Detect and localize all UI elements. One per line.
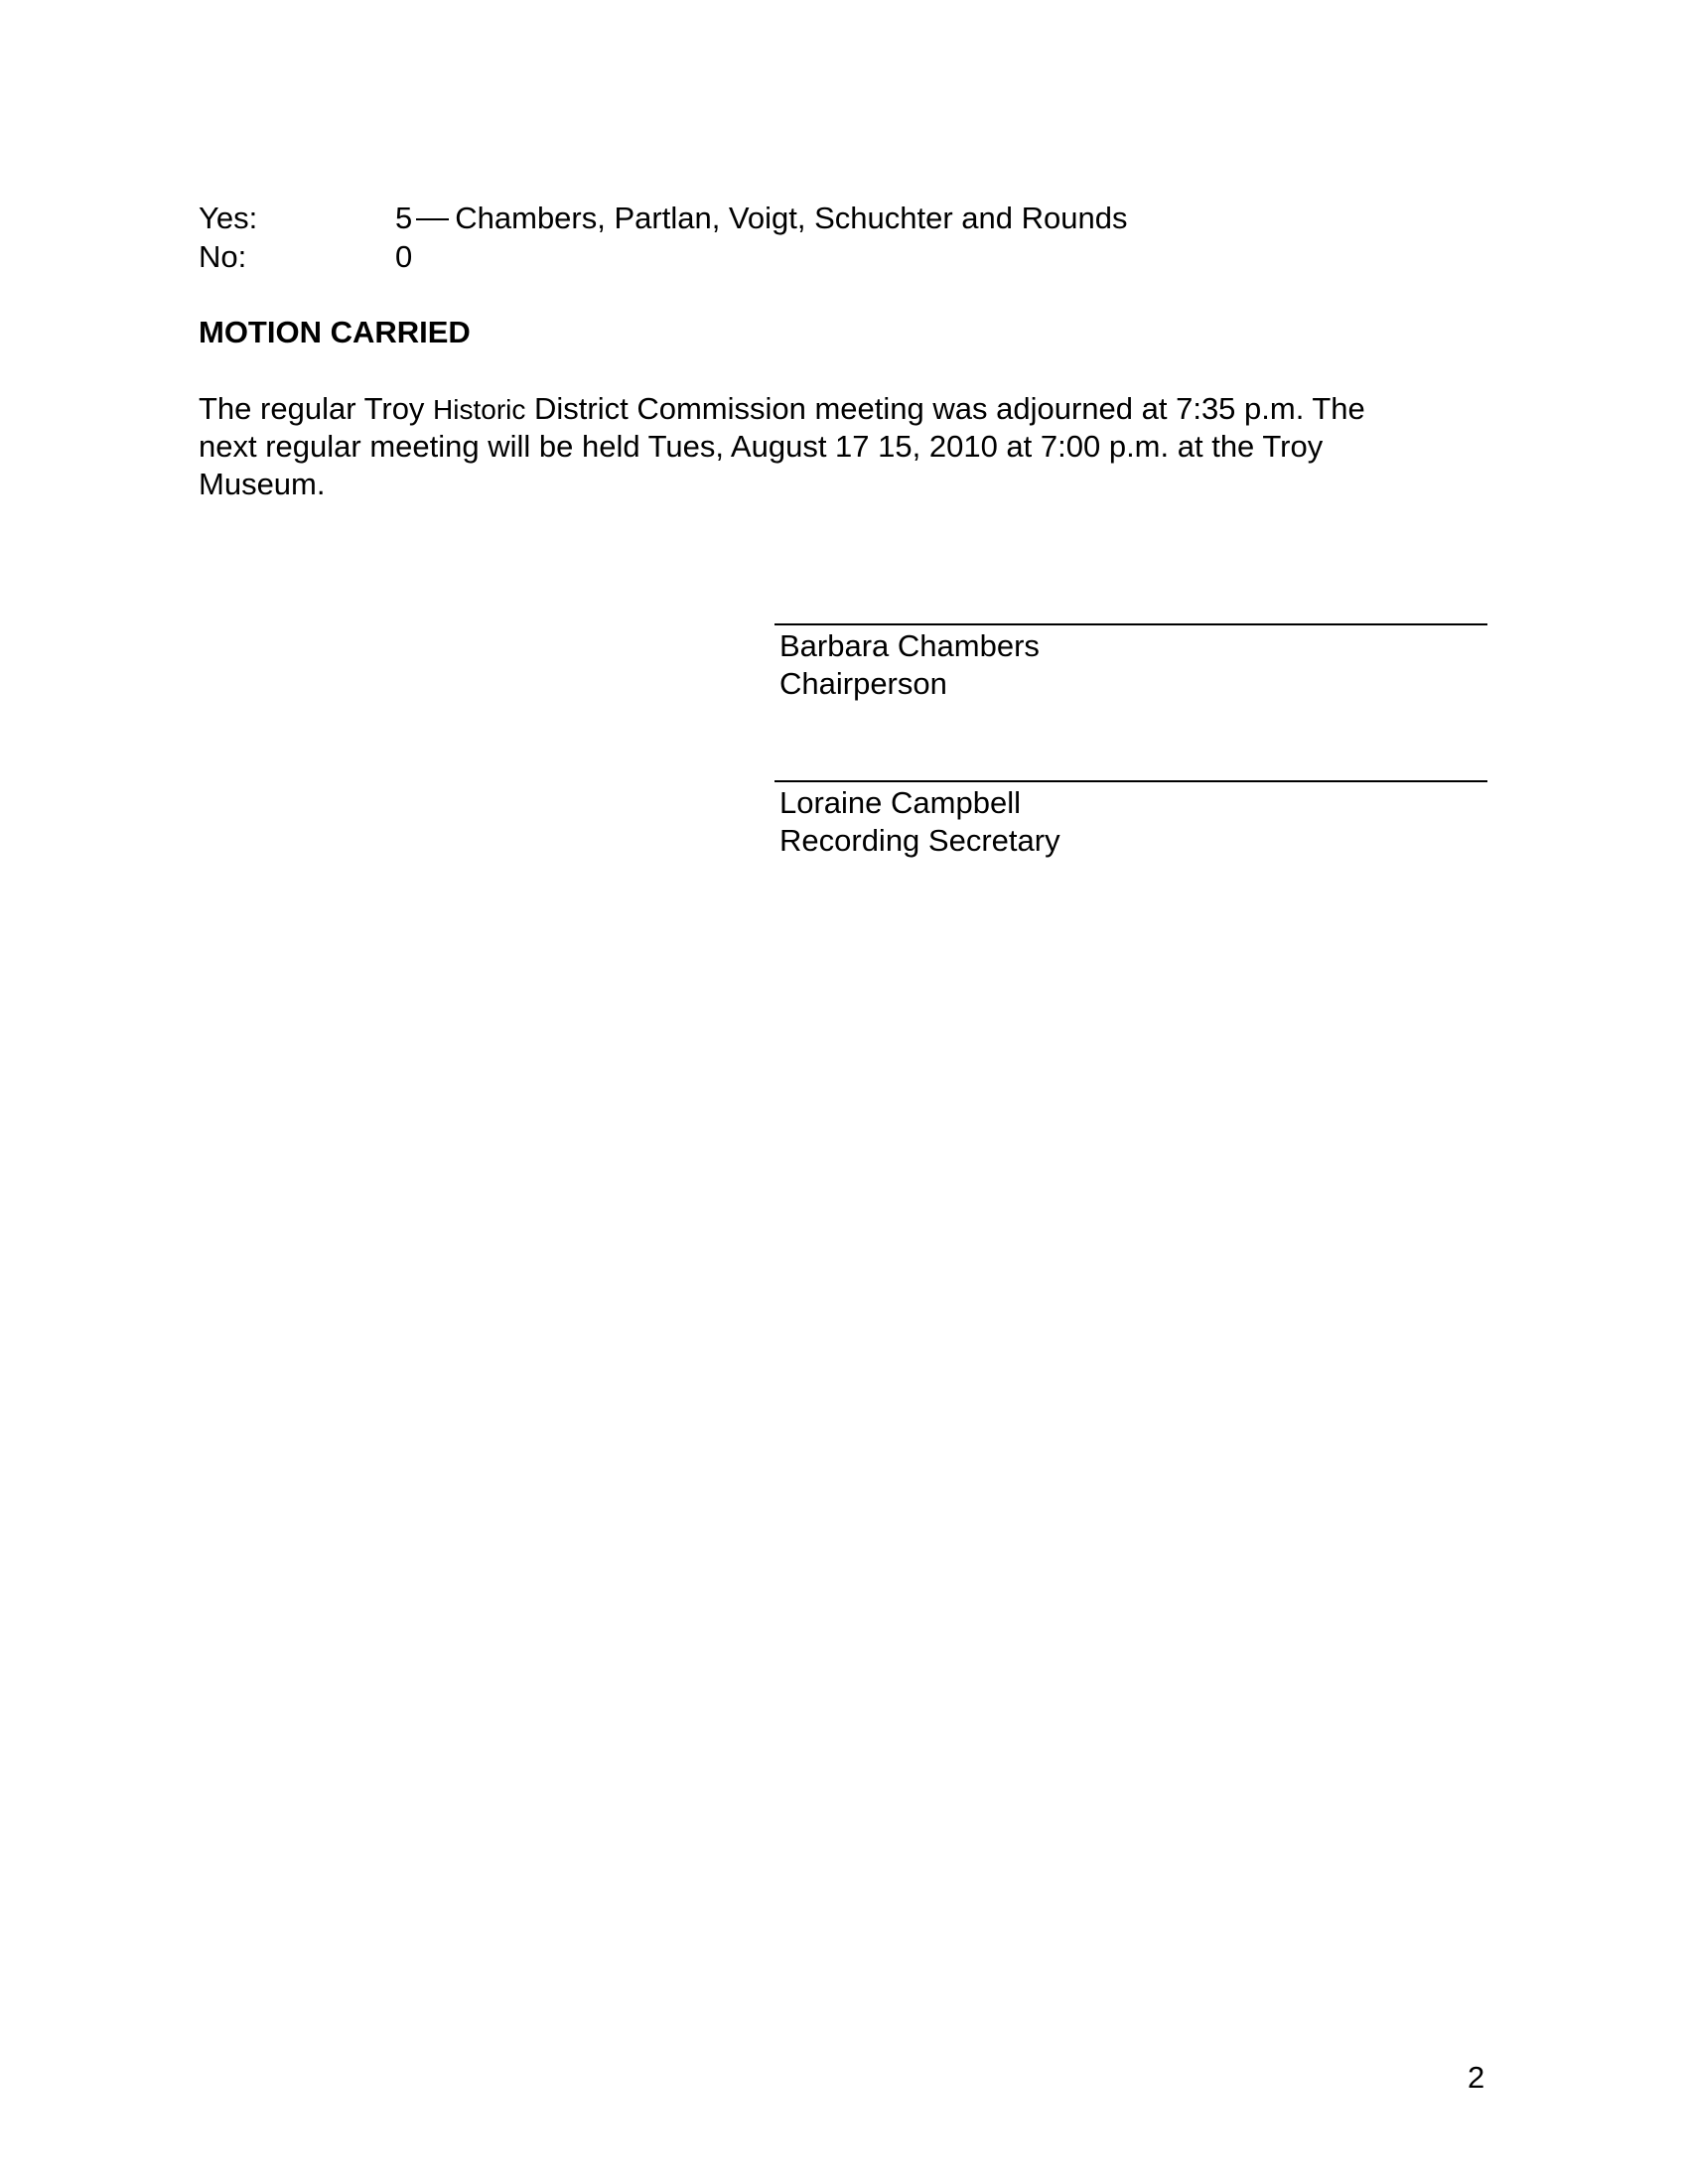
em-dash	[416, 218, 449, 220]
adjournment-line-1	[199, 390, 1365, 429]
motion-status: MOTION CARRIED	[199, 315, 471, 349]
signer-title-chairperson: Chairperson	[779, 666, 947, 701]
adjournment-line-2: next regular meeting will be held Tues, August 17 15, 2010 at 7:00 p.m. at the Troy	[199, 429, 1324, 464]
no-count: 0	[395, 239, 413, 274]
signer-title-secretary: Recording Secretary	[779, 823, 1060, 858]
signer-name-chairperson: Barbara Chambers	[779, 628, 1040, 663]
yes-label: Yes:	[199, 201, 258, 235]
adjournment-text-c: District Commission meeting was adjourned at 7:35 p.m. The	[525, 391, 1365, 426]
signature-line-chairperson	[774, 623, 1487, 625]
yes-names: Chambers, Partlan, Voigt, Schuchter and Rounds	[455, 201, 1128, 235]
no-label: No:	[199, 239, 247, 274]
yes-count: 5	[395, 201, 413, 235]
page-number: 2	[1468, 2060, 1485, 2095]
signature-line-secretary	[774, 780, 1487, 782]
yes-vote	[395, 200, 1127, 237]
adjournment-text-a: The regular Troy	[199, 391, 434, 426]
adjournment-line-3: Museum.	[199, 467, 326, 501]
adjournment-text-historic: Historic	[433, 394, 526, 425]
signer-name-secretary: Loraine Campbell	[779, 785, 1021, 820]
